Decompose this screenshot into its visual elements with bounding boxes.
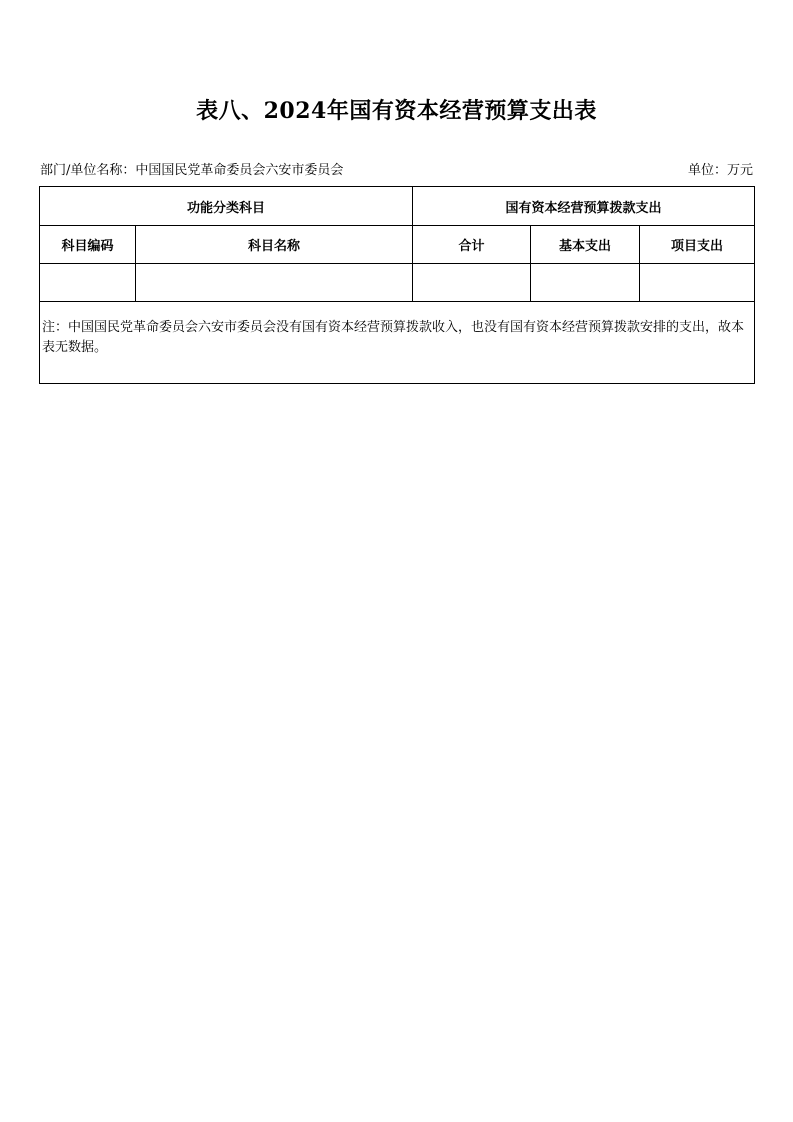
page-title: 表八、2024年国有资本经营预算支出表 xyxy=(196,98,597,124)
table-group-header-row xyxy=(40,187,755,226)
table-cell-total xyxy=(413,264,531,302)
table-cell-basic-expenditure xyxy=(531,264,640,302)
table-column-header-row xyxy=(40,226,755,264)
table-note: 注：中国国民党革命委员会六安市委员会没有国有资本经营预算拨款收入，也没有国有资本经营预算拨款安排的支出，故本表无数据。 xyxy=(40,302,755,384)
table-note-row xyxy=(40,302,755,384)
group-header-functional-classification: 功能分类科目 xyxy=(40,187,413,226)
table-row xyxy=(40,264,755,302)
unit-label: 单位：万元 xyxy=(687,163,753,178)
column-header-subject-name: 科目名称 xyxy=(136,226,413,264)
column-header-project-expenditure: 项目支出 xyxy=(640,226,755,264)
table-cell-subject-name xyxy=(136,264,413,302)
column-header-subject-code: 科目编码 xyxy=(40,226,136,264)
department-name: 部门/单位名称：中国国民党革命委员会六安市委员会 xyxy=(40,163,344,178)
column-header-total: 合计 xyxy=(413,226,531,264)
expenditure-table xyxy=(39,186,755,384)
column-header-basic-expenditure: 基本支出 xyxy=(531,226,640,264)
table-meta-row xyxy=(40,159,753,181)
group-header-state-capital-expenditure: 国有资本经营预算拨款支出 xyxy=(413,187,755,226)
table-cell-subject-code xyxy=(40,264,136,302)
table-cell-project-expenditure xyxy=(640,264,755,302)
